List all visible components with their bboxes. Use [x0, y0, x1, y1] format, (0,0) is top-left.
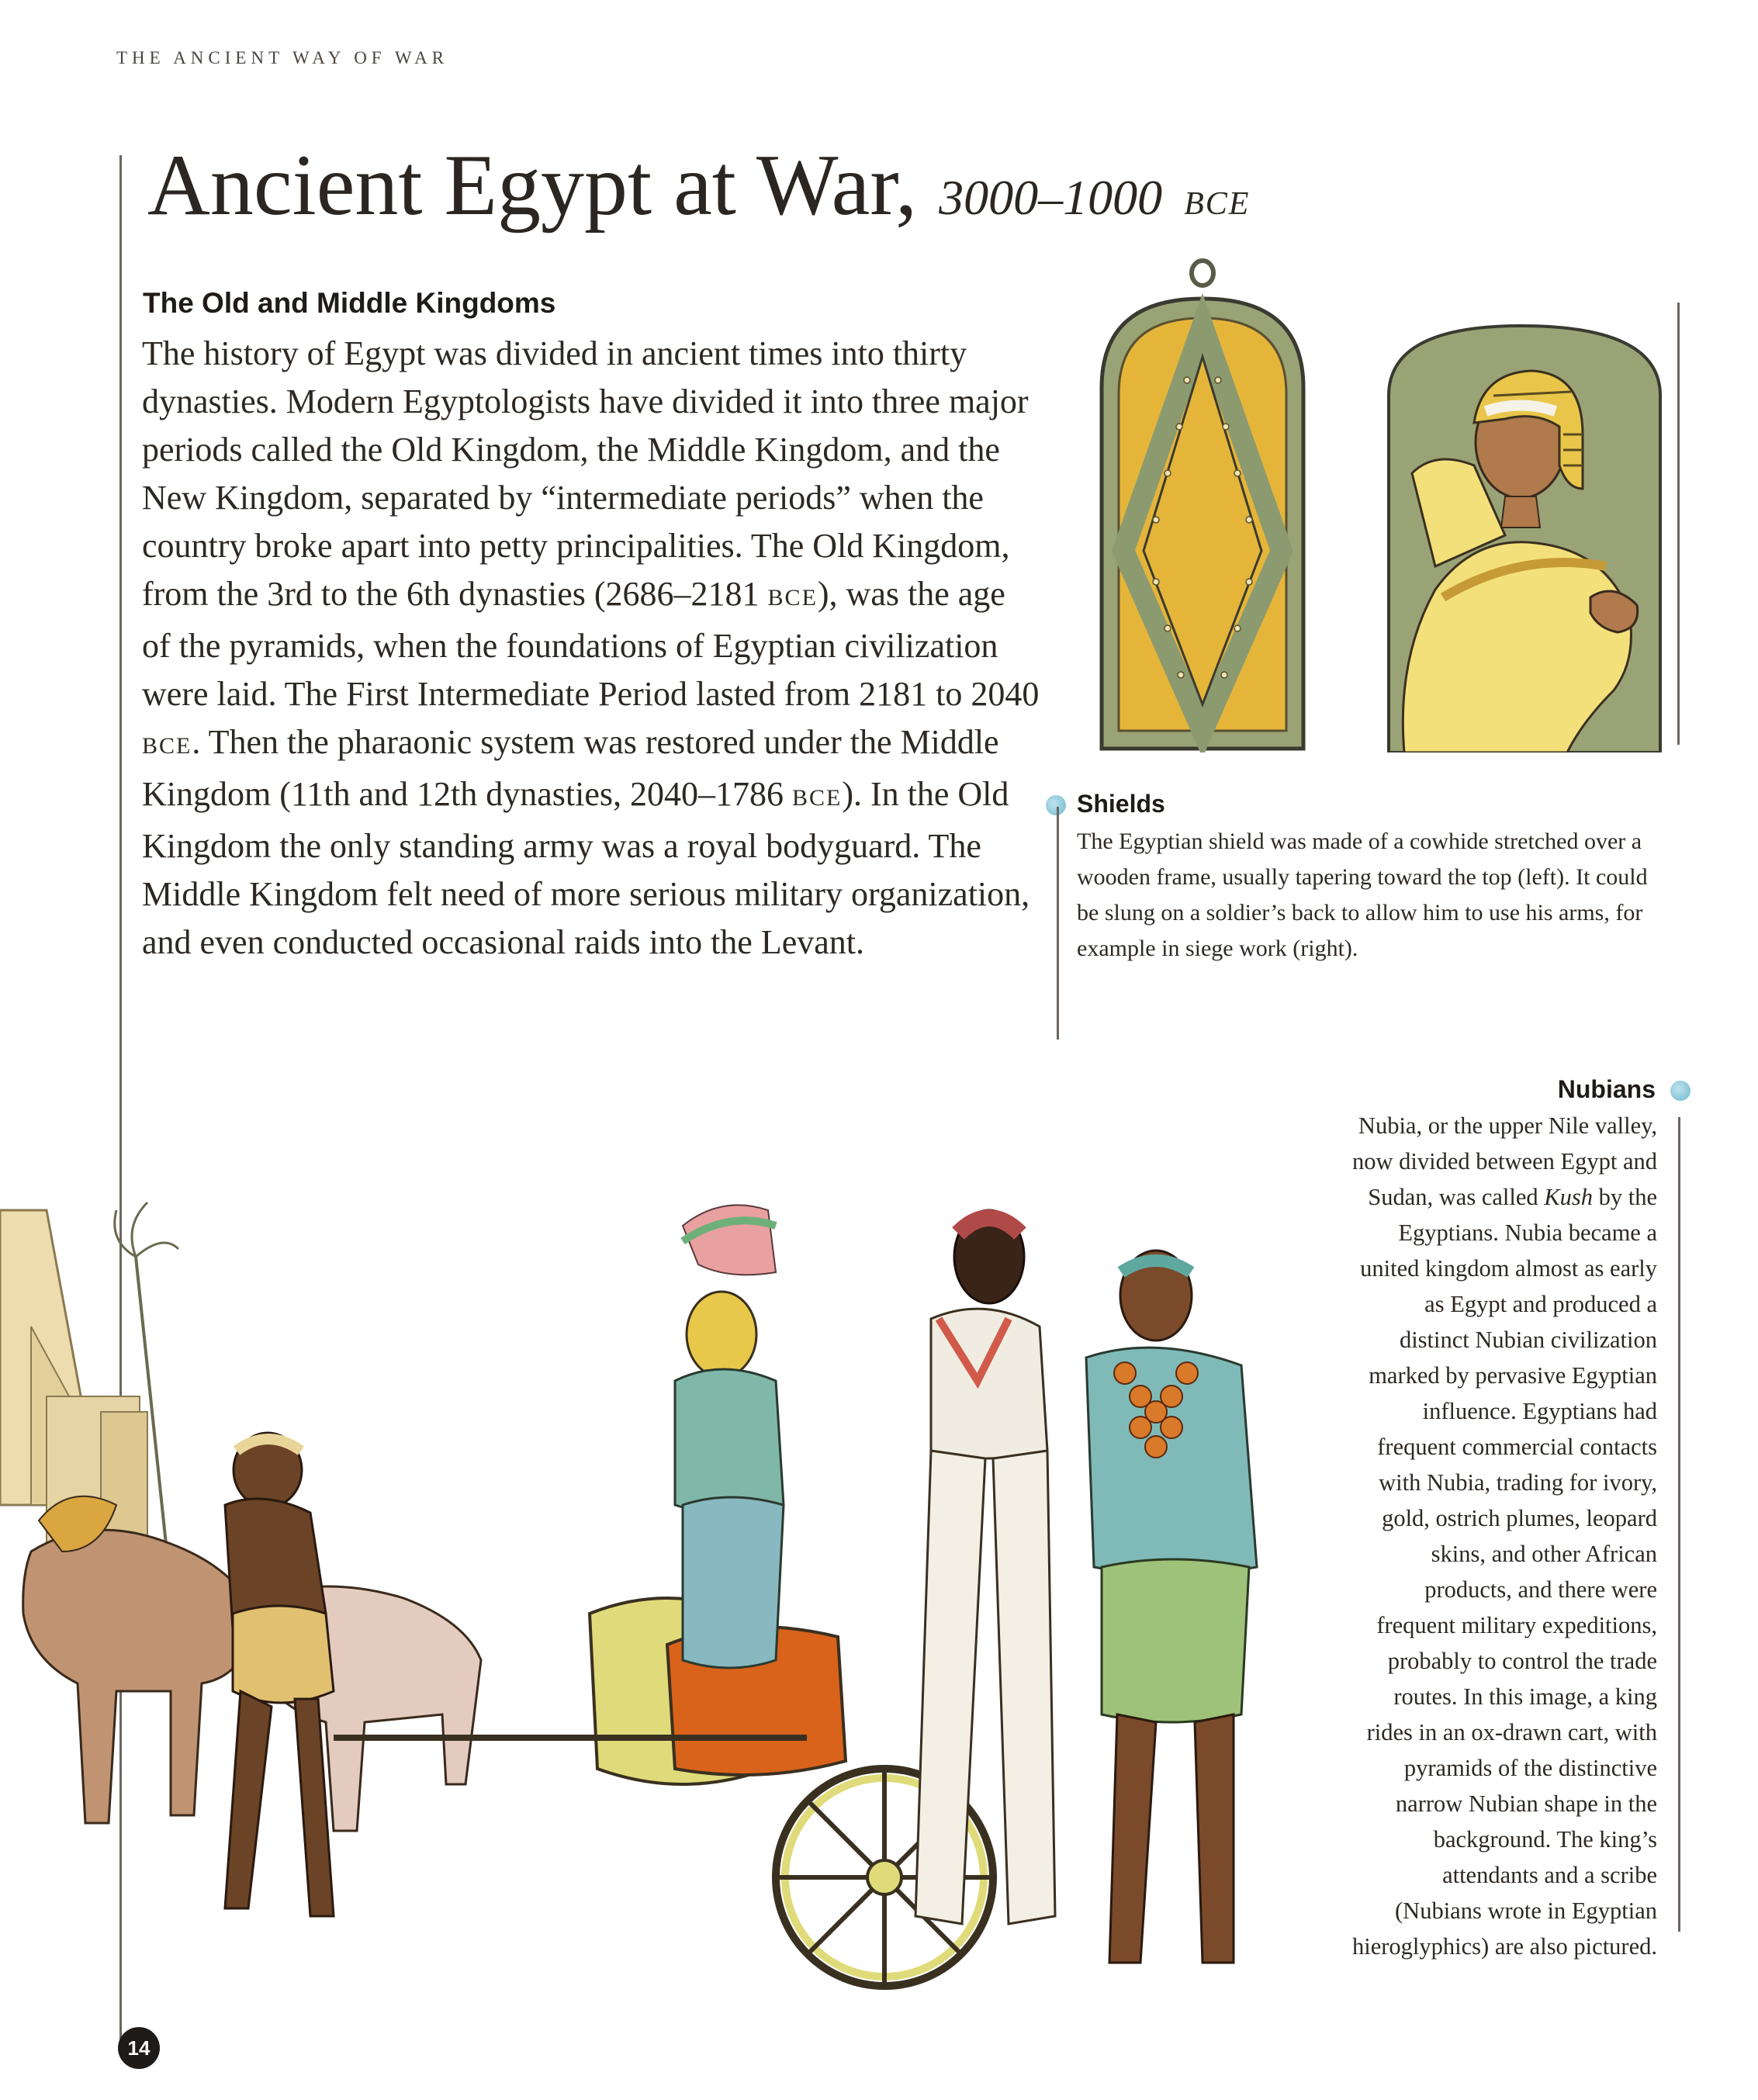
nubians-caption-line: marked by pervasive Egyptian — [1369, 1362, 1657, 1389]
nubians-caption-line: with Nubia, trading for ivory, — [1379, 1469, 1657, 1496]
nubians-caption-line: distinct Nubian civilization — [1399, 1327, 1657, 1353]
nubians-caption-line: attendants and a scribe — [1442, 1862, 1657, 1888]
nubians-caption-line: rides in an ox-drawn cart, with — [1366, 1719, 1657, 1745]
nubians-caption-line: skins, and other African — [1431, 1541, 1657, 1567]
era-abbreviation: BCE — [791, 785, 843, 811]
nubians-caption-title: Nubians — [1557, 1075, 1656, 1103]
title-era: BCE — [1184, 186, 1251, 222]
shields-caption-rule — [1057, 807, 1059, 1040]
era-abbreviation: BCE — [767, 585, 818, 611]
nubians-caption-line: influence. Egyptians had — [1422, 1398, 1657, 1424]
shields-illustration — [1071, 256, 1676, 752]
shields-caption-text: The Egyptian shield was made of a cowhide stretched over a wooden frame, usually tapering toward the top (left). It could be slung on a soldier’s back to allow him to use his arms, for example in siege work (right). — [1077, 829, 1648, 961]
nubians-caption-line: background. The king’s — [1433, 1826, 1657, 1853]
nubian-procession-illustration — [0, 1179, 1272, 2100]
shields-caption-marker-icon — [1046, 795, 1066, 815]
nubians-caption-line: probably to control the trade — [1387, 1648, 1657, 1674]
section-heading: The Old and Middle Kingdoms — [143, 287, 556, 319]
title-dates: 3000–1000 — [939, 170, 1163, 225]
right-rule-divider-top — [1677, 303, 1680, 745]
shields-caption-title: Shields — [1077, 790, 1165, 818]
nubians-caption-line: routes. In this image, a king — [1393, 1683, 1657, 1710]
nubians-caption-line: as Egypt and produced a — [1424, 1291, 1657, 1317]
right-rule-divider-bottom — [1678, 1117, 1680, 1932]
nubians-caption-line: (Nubians wrote in Egyptian — [1395, 1898, 1657, 1924]
nubians-caption-line: gold, ostrich plumes, leopard — [1382, 1505, 1657, 1531]
nubians-caption-line: Egyptians. Nubia became a — [1398, 1220, 1657, 1246]
running-head: THE ANCIENT WAY OF WAR — [116, 48, 449, 67]
nubians-caption-line: narrow Nubian shape in the — [1395, 1790, 1657, 1817]
page-number-badge: 14 — [118, 2027, 160, 2069]
nubians-caption-line: products, and there were — [1424, 1576, 1657, 1603]
nubians-caption-line: frequent military expeditions, — [1376, 1612, 1657, 1638]
body-text: The history of Egypt was divided in ancient times into thirty dynasties. Modern Egyptologists have divided it into three major periods called the Old Kingdom, the Middle Kingdom, and the New Kingdom, separated by “intermediate periods” when the country broke apart into petty principalities. The Old Kingdom, from the 3rd to the 6th dynasties (2686–2181 BCE), was the age of the pyramids, when the foundations of Egyptian civilization were laid. The First Intermediate Period lasted from 2181 to 2040 BCE. Then the pharaonic system was restored under the Middle Kingdom (11th and 12th dynasties, 2040–1786 BCE). In the Old Kingdom the only standing army was a royal bodyguard. The Middle Kingdom felt need of more serious military organization, and even conducted occasional raids into the Levant. — [142, 334, 1040, 961]
nubians-caption-line: frequent commercial contacts — [1377, 1434, 1657, 1460]
nubians-caption-line: Sudan, was called Kush by the — [1368, 1184, 1657, 1210]
nubians-caption-line: Nubia, or the upper Nile valley, — [1358, 1112, 1657, 1139]
nubians-caption-marker-icon — [1670, 1081, 1691, 1101]
nubians-caption-line: united kingdom almost as early — [1360, 1255, 1657, 1282]
nubians-caption-line: hieroglyphics) are also pictured. — [1352, 1933, 1657, 1960]
nubians-caption-line: now divided between Egypt and — [1351, 1148, 1657, 1175]
nubians-caption-text — [1234, 1108, 1657, 1964]
nubians-caption-line: pyramids of the distinctive — [1403, 1755, 1657, 1781]
era-abbreviation: BCE — [142, 733, 192, 759]
title-main: Ancient Egypt at War, — [147, 137, 918, 234]
page-title — [147, 138, 1250, 234]
